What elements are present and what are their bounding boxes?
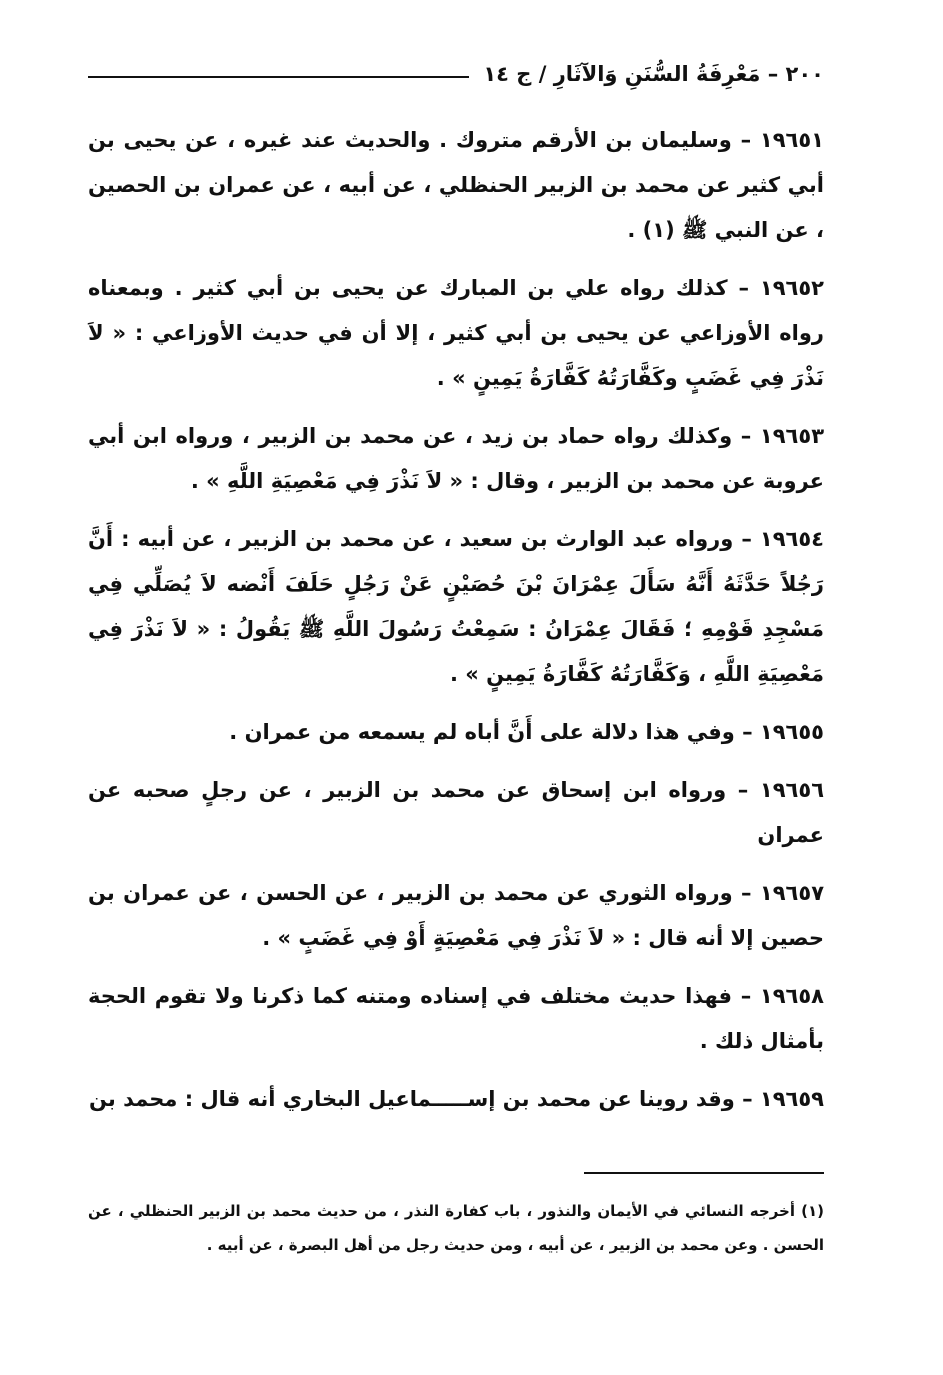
running-head: ٢٠٠ – مَعْرِفَةُ السُّنَنِ وَالآثَارِ / ج ١٤ [483,62,824,86]
paragraph [88,710,824,755]
paragraph-text: – وقد روينا عن محمد بن إســـــماعيل البخاري أنه قال : محمد بن [88,1087,753,1111]
paragraph [88,974,824,1064]
header-rule [88,76,469,78]
paragraph-number: ١٩٦٥١ [759,128,824,152]
paragraph [88,118,824,253]
paragraph-text: – ورواه ابن إسحاق عن محمد بن الزبير ، عن رجلٍ صحبه عن عمران [88,778,824,847]
footnote-rule [584,1172,824,1174]
footnote-text: (١) أخرجه النسائي في الأيمان والنذور ، باب كفارة النذر ، من حديث محمد بن الزبير الحنظلي ، عن الحسن . وعن محمد بن الزبير ، عن أبيه ، ومن حديث رجل من أهل البصرة ، عن أبيه . [88,1202,824,1254]
footnote [88,1194,824,1262]
main-text [88,118,824,1135]
paragraph-text: – ورواه عبد الوارث بن سعيد ، عن محمد بن الزبير ، عن أبيه : أَنَّ رَجُلاً حَدَّثَهُ أَنَّهُ سَأَلَ عِمْرَانَ بْنَ حُصَيْنٍ عَنْ رَجُلٍ حَلَفَ أَنْضه لاَ يُصَلِّي فِي مَسْجِدِ قَوْمِهِ ؛ فَقَالَ عِمْرَانُ : سَمِعْتُ رَسُولَ اللَّهِ ﷺ يَقُولُ : « لاَ نَذْرَ فِي مَعْصِيَةِ اللَّهِ ، وَكَفَّارَتُهُ كَفَّارَةُ يَمِينٍ » . [88,527,824,686]
paragraph [88,414,824,504]
paragraph-text: – فهذا حديث مختلف في إسناده ومتنه كما ذكرنا ولا تقوم الحجة بأمثال ذلك . [88,984,824,1053]
paragraph-number: ١٩٦٥٦ [759,778,825,802]
paragraph [88,871,824,961]
paragraph-number: ١٩٦٥٥ [759,720,824,744]
paragraph-text: – كذلك رواه علي بن المبارك عن يحيى بن أبي كثير . وبمعناه رواه الأوزاعي عن يحيى بن أبي كثير ، إلا أن في حديث الأوزاعي : « لاَ نَذْرَ فِي غَضَبٍ وكَفَّارَتُهُ كَفَّارَةُ يَمِينٍ » . [88,276,824,390]
paragraph-number: ١٩٦٥٢ [759,276,824,300]
paragraph-text: – ورواه الثوري عن محمد بن الزبير ، عن الحسن ، عن عمران بن حصين إلا أنه قال : « لاَ نَذْرَ فِي مَعْصِيَةٍ أَوْ فِي غَضَبٍ » . [88,881,824,950]
paragraph-number: ١٩٦٥٤ [759,527,824,551]
paragraph-number: ١٩٦٥٩ [759,1087,824,1111]
page-header [88,54,824,94]
paragraph [88,517,824,697]
paragraph [88,768,824,858]
paragraph [88,266,824,401]
paragraph-text: – وفي هذا دلالة على أَنَّ أباه لم يسمعه من عمران . [229,720,753,744]
paragraph-number: ١٩٦٥٨ [759,984,824,1008]
paragraph-number: ١٩٦٥٣ [759,424,825,448]
paragraph-number: ١٩٦٥٧ [759,881,825,905]
paragraph-text: – وكذلك رواه حماد بن زيد ، عن محمد بن الزبير ، ورواه ابن أبي عروبة عن محمد بن الزبير ، وقال : « لاَ نَذْرَ فِي مَعْصِيَةِ اللَّهِ » . [88,424,824,493]
paragraph-text: – وسليمان بن الأرقم متروك . والحديث عند غيره ، عن يحيى بن أبي كثير عن محمد بن الزبير الحنظلي ، عن أبيه ، عن عمران بن الحصين ، عن النبي ﷺ (١) . [88,128,824,242]
paragraph [88,1077,824,1122]
